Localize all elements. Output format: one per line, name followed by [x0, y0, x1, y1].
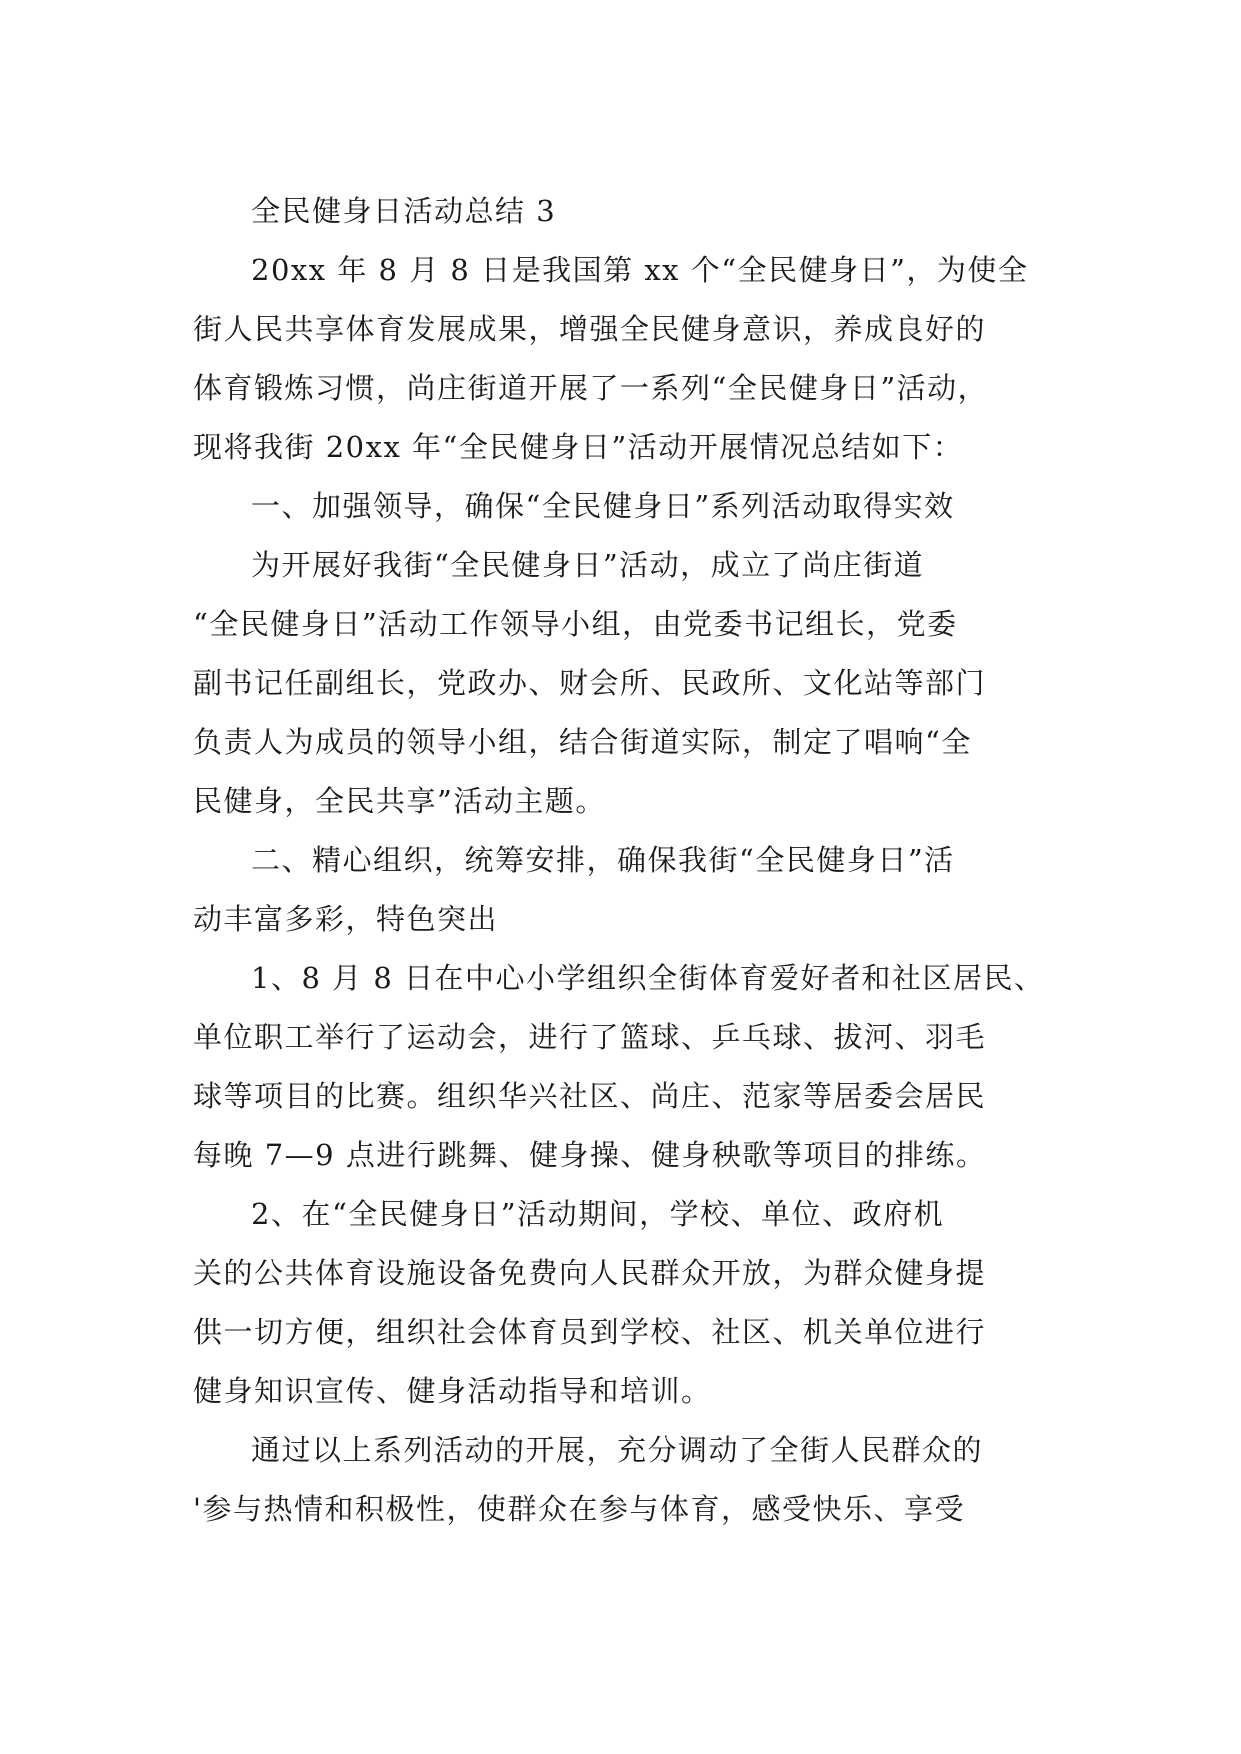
paragraph-line: 街人民共享体育发展成果，增强全民健身意识，养成良好的	[193, 312, 987, 346]
paragraph-line: 单位职工举行了运动会，进行了篮球、乒乓球、拔河、羽毛	[193, 1020, 987, 1054]
section-heading-line: 二、精心组织，统筹安排，确保我街“全民健身日”活	[251, 843, 955, 877]
paragraph-line: 通过以上系列活动的开展，充分调动了全街人民群众的	[251, 1433, 984, 1467]
section-heading-line: 动丰富多彩，特色突出	[193, 902, 499, 936]
document-title: 全民健身日活动总结 3	[251, 194, 557, 228]
paragraph-line: 民健身，全民共享”活动主题。	[193, 784, 606, 818]
paragraph-line: '参与热情和积极性，使群众在参与体育，感受快乐、享受	[193, 1492, 965, 1526]
paragraph-line: “全民健身日”活动工作领导小组，由党委书记组长，党委	[193, 607, 958, 641]
paragraph-line: 体育锻炼习惯，尚庄街道开展了一系列“全民健身日”活动，	[193, 371, 989, 405]
paragraph-line: 关的公共体育设施设备免费向人民群众开放，为群众健身提	[193, 1256, 987, 1290]
document-body	[193, 182, 1053, 1539]
paragraph-line: 副书记任副组长，党政办、财会所、民政所、文化站等部门	[193, 666, 987, 700]
section-heading-2	[193, 831, 1053, 949]
paragraph-line: 健身知识宣传、健身活动指导和培训。	[193, 1374, 712, 1408]
paragraph-leadership	[193, 536, 1053, 831]
paragraph-line: 为开展好我街“全民健身日”活动，成立了尚庄街道	[251, 548, 925, 582]
paragraph-item-1	[193, 949, 1053, 1185]
paragraph-item-2	[193, 1185, 1053, 1421]
paragraph-conclusion	[193, 1421, 1053, 1539]
paragraph-line: 每晚 7—9 点进行跳舞、健身操、健身秧歌等项目的排练。	[193, 1138, 987, 1172]
paragraph-line: 现将我街 20xx 年“全民健身日”活动开展情况总结如下：	[193, 430, 964, 464]
paragraph-line: 1、8 月 8 日在中心小学组织全街体育爱好者和社区居民、	[251, 961, 1045, 995]
paragraph-line: 供一切方便，组织社会体育员到学校、社区、机关单位进行	[193, 1315, 987, 1349]
paragraph-line: 球等项目的比赛。组织华兴社区、尚庄、范家等居委会居民	[193, 1079, 987, 1113]
paragraph-line: 负责人为成员的领导小组，结合街道实际，制定了唱响“全	[193, 725, 972, 759]
paragraph-line: 20xx 年 8 月 8 日是我国第 xx 个“全民健身日”，为使全	[251, 253, 1029, 287]
section-heading-line: 一、加强领导，确保“全民健身日”系列活动取得实效	[251, 489, 955, 523]
paragraph-line: 2、在“全民健身日”活动期间，学校、单位、政府机	[251, 1197, 945, 1231]
paragraph-intro	[193, 241, 1053, 477]
section-heading-1	[193, 477, 1053, 536]
